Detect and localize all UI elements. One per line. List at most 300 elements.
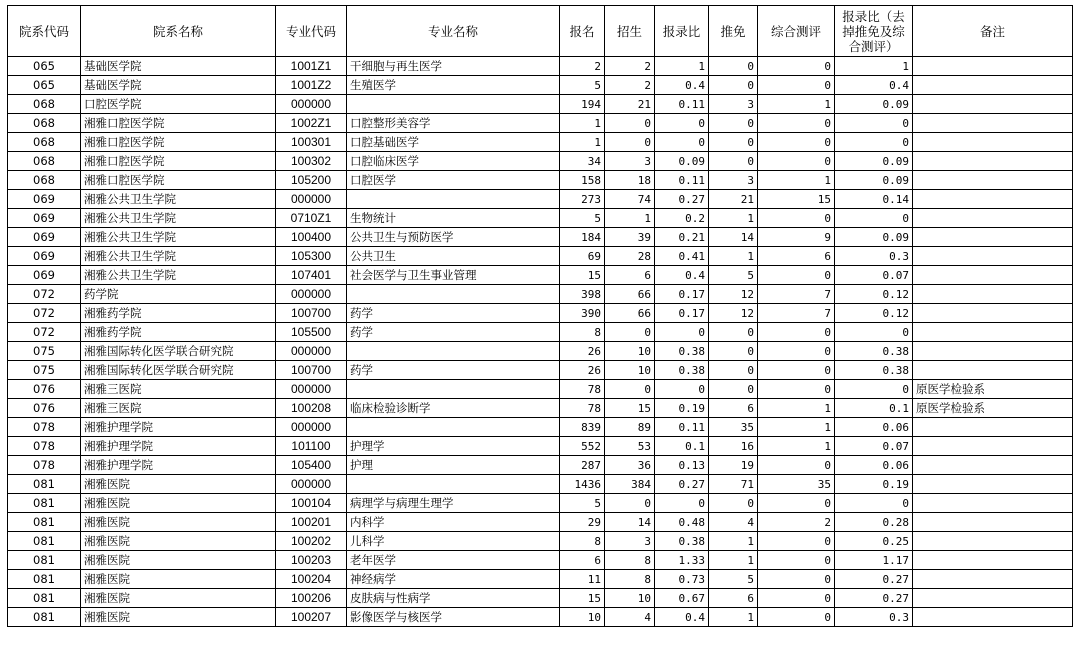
cell-major-name[interactable]: 药学 bbox=[347, 304, 560, 323]
cell-dept-name[interactable]: 湘雅三医院 bbox=[81, 399, 276, 418]
cell-enrolled[interactable]: 10 bbox=[605, 342, 655, 361]
cell-major-code[interactable]: 101100 bbox=[276, 437, 347, 456]
cell-dept-name[interactable]: 湘雅医院 bbox=[81, 589, 276, 608]
cell-assessment[interactable]: 35 bbox=[758, 475, 835, 494]
cell-major-name[interactable] bbox=[347, 418, 560, 437]
cell-note[interactable] bbox=[913, 228, 1073, 247]
header-enrolled[interactable]: 招生 bbox=[605, 6, 655, 57]
header-dept-code[interactable]: 院系代码 bbox=[8, 6, 81, 57]
cell-applied[interactable]: 78 bbox=[560, 380, 605, 399]
cell-adjusted-ratio[interactable]: 0.28 bbox=[835, 513, 913, 532]
cell-adjusted-ratio[interactable]: 0.27 bbox=[835, 589, 913, 608]
cell-adjusted-ratio[interactable]: 0 bbox=[835, 133, 913, 152]
cell-adjusted-ratio[interactable]: 0.38 bbox=[835, 342, 913, 361]
cell-dept-code[interactable]: 078 bbox=[8, 437, 81, 456]
cell-note[interactable] bbox=[913, 456, 1073, 475]
cell-note[interactable] bbox=[913, 247, 1073, 266]
cell-major-code[interactable]: 100302 bbox=[276, 152, 347, 171]
cell-dept-name[interactable]: 湘雅药学院 bbox=[81, 323, 276, 342]
cell-recommended[interactable]: 0 bbox=[709, 494, 758, 513]
cell-ratio[interactable]: 0.48 bbox=[655, 513, 709, 532]
cell-major-code[interactable]: 105500 bbox=[276, 323, 347, 342]
cell-assessment[interactable]: 0 bbox=[758, 266, 835, 285]
cell-applied[interactable]: 69 bbox=[560, 247, 605, 266]
cell-major-name[interactable]: 生物统计 bbox=[347, 209, 560, 228]
cell-note[interactable] bbox=[913, 95, 1073, 114]
cell-applied[interactable]: 26 bbox=[560, 342, 605, 361]
cell-recommended[interactable]: 1 bbox=[709, 532, 758, 551]
cell-adjusted-ratio[interactable]: 0 bbox=[835, 323, 913, 342]
cell-major-code[interactable]: 100208 bbox=[276, 399, 347, 418]
cell-recommended[interactable]: 3 bbox=[709, 171, 758, 190]
cell-dept-code[interactable]: 075 bbox=[8, 342, 81, 361]
cell-dept-code[interactable]: 072 bbox=[8, 323, 81, 342]
cell-adjusted-ratio[interactable]: 0 bbox=[835, 380, 913, 399]
cell-enrolled[interactable]: 14 bbox=[605, 513, 655, 532]
cell-ratio[interactable]: 0.11 bbox=[655, 171, 709, 190]
cell-assessment[interactable]: 0 bbox=[758, 76, 835, 95]
header-dept-name[interactable]: 院系名称 bbox=[81, 6, 276, 57]
cell-dept-name[interactable]: 湘雅公共卫生学院 bbox=[81, 266, 276, 285]
cell-ratio[interactable]: 0 bbox=[655, 114, 709, 133]
cell-note[interactable] bbox=[913, 133, 1073, 152]
cell-applied[interactable]: 398 bbox=[560, 285, 605, 304]
cell-recommended[interactable]: 3 bbox=[709, 95, 758, 114]
cell-note[interactable] bbox=[913, 494, 1073, 513]
cell-recommended[interactable]: 21 bbox=[709, 190, 758, 209]
cell-enrolled[interactable]: 15 bbox=[605, 399, 655, 418]
cell-major-name[interactable] bbox=[347, 475, 560, 494]
cell-recommended[interactable]: 6 bbox=[709, 589, 758, 608]
cell-assessment[interactable]: 0 bbox=[758, 456, 835, 475]
cell-dept-name[interactable]: 湘雅护理学院 bbox=[81, 418, 276, 437]
cell-note[interactable] bbox=[913, 608, 1073, 627]
cell-recommended[interactable]: 1 bbox=[709, 247, 758, 266]
cell-assessment[interactable]: 0 bbox=[758, 133, 835, 152]
cell-assessment[interactable]: 0 bbox=[758, 323, 835, 342]
cell-note[interactable]: 原医学检验系 bbox=[913, 380, 1073, 399]
cell-adjusted-ratio[interactable]: 0.38 bbox=[835, 361, 913, 380]
cell-major-name[interactable]: 护理 bbox=[347, 456, 560, 475]
cell-assessment[interactable]: 0 bbox=[758, 152, 835, 171]
cell-major-name[interactable]: 内科学 bbox=[347, 513, 560, 532]
cell-applied[interactable]: 2 bbox=[560, 57, 605, 76]
cell-adjusted-ratio[interactable]: 0.25 bbox=[835, 532, 913, 551]
cell-assessment[interactable]: 7 bbox=[758, 285, 835, 304]
cell-note[interactable] bbox=[913, 57, 1073, 76]
cell-major-code[interactable]: 100301 bbox=[276, 133, 347, 152]
cell-dept-name[interactable]: 湘雅医院 bbox=[81, 513, 276, 532]
cell-major-code[interactable]: 000000 bbox=[276, 285, 347, 304]
cell-recommended[interactable]: 0 bbox=[709, 76, 758, 95]
cell-adjusted-ratio[interactable]: 0.3 bbox=[835, 608, 913, 627]
cell-enrolled[interactable]: 0 bbox=[605, 323, 655, 342]
cell-adjusted-ratio[interactable]: 0.07 bbox=[835, 437, 913, 456]
cell-major-name[interactable]: 干细胞与再生医学 bbox=[347, 57, 560, 76]
cell-enrolled[interactable]: 2 bbox=[605, 57, 655, 76]
cell-major-code[interactable]: 0710Z1 bbox=[276, 209, 347, 228]
cell-ratio[interactable]: 1.33 bbox=[655, 551, 709, 570]
cell-ratio[interactable]: 0.4 bbox=[655, 76, 709, 95]
cell-ratio[interactable]: 0.17 bbox=[655, 285, 709, 304]
cell-enrolled[interactable]: 66 bbox=[605, 304, 655, 323]
cell-dept-name[interactable]: 湘雅公共卫生学院 bbox=[81, 190, 276, 209]
cell-dept-code[interactable]: 081 bbox=[8, 513, 81, 532]
cell-major-name[interactable]: 病理学与病理生理学 bbox=[347, 494, 560, 513]
cell-applied[interactable]: 78 bbox=[560, 399, 605, 418]
cell-adjusted-ratio[interactable]: 0.06 bbox=[835, 418, 913, 437]
cell-major-name[interactable] bbox=[347, 380, 560, 399]
cell-dept-name[interactable]: 湘雅国际转化医学联合研究院 bbox=[81, 361, 276, 380]
cell-applied[interactable]: 8 bbox=[560, 532, 605, 551]
cell-note[interactable] bbox=[913, 76, 1073, 95]
cell-adjusted-ratio[interactable]: 0.09 bbox=[835, 228, 913, 247]
cell-ratio[interactable]: 0.4 bbox=[655, 266, 709, 285]
cell-note[interactable]: 原医学检验系 bbox=[913, 399, 1073, 418]
cell-adjusted-ratio[interactable]: 0.09 bbox=[835, 152, 913, 171]
cell-major-name[interactable] bbox=[347, 190, 560, 209]
cell-dept-code[interactable]: 072 bbox=[8, 304, 81, 323]
cell-assessment[interactable]: 1 bbox=[758, 437, 835, 456]
cell-recommended[interactable]: 0 bbox=[709, 133, 758, 152]
cell-ratio[interactable]: 0.21 bbox=[655, 228, 709, 247]
cell-assessment[interactable]: 0 bbox=[758, 532, 835, 551]
cell-dept-code[interactable]: 069 bbox=[8, 266, 81, 285]
cell-dept-code[interactable]: 081 bbox=[8, 551, 81, 570]
cell-enrolled[interactable]: 0 bbox=[605, 114, 655, 133]
cell-major-code[interactable]: 000000 bbox=[276, 190, 347, 209]
cell-assessment[interactable]: 7 bbox=[758, 304, 835, 323]
cell-applied[interactable]: 273 bbox=[560, 190, 605, 209]
cell-enrolled[interactable]: 53 bbox=[605, 437, 655, 456]
cell-enrolled[interactable]: 18 bbox=[605, 171, 655, 190]
cell-major-name[interactable] bbox=[347, 342, 560, 361]
cell-applied[interactable]: 287 bbox=[560, 456, 605, 475]
cell-dept-name[interactable]: 湘雅公共卫生学院 bbox=[81, 209, 276, 228]
cell-applied[interactable]: 11 bbox=[560, 570, 605, 589]
cell-ratio[interactable]: 0.13 bbox=[655, 456, 709, 475]
cell-ratio[interactable]: 0.27 bbox=[655, 475, 709, 494]
cell-major-code[interactable]: 1001Z2 bbox=[276, 76, 347, 95]
cell-adjusted-ratio[interactable]: 0.19 bbox=[835, 475, 913, 494]
cell-adjusted-ratio[interactable]: 0.27 bbox=[835, 570, 913, 589]
cell-ratio[interactable]: 0.17 bbox=[655, 304, 709, 323]
cell-assessment[interactable]: 0 bbox=[758, 209, 835, 228]
cell-applied[interactable]: 390 bbox=[560, 304, 605, 323]
cell-dept-name[interactable]: 湘雅三医院 bbox=[81, 380, 276, 399]
cell-dept-name[interactable]: 湘雅国际转化医学联合研究院 bbox=[81, 342, 276, 361]
cell-enrolled[interactable]: 8 bbox=[605, 551, 655, 570]
header-recommended[interactable]: 推免 bbox=[709, 6, 758, 57]
cell-assessment[interactable]: 0 bbox=[758, 57, 835, 76]
cell-major-name[interactable]: 药学 bbox=[347, 323, 560, 342]
cell-recommended[interactable]: 0 bbox=[709, 114, 758, 133]
cell-adjusted-ratio[interactable]: 0.14 bbox=[835, 190, 913, 209]
cell-major-code[interactable]: 100104 bbox=[276, 494, 347, 513]
cell-dept-name[interactable]: 湘雅口腔医学院 bbox=[81, 133, 276, 152]
cell-note[interactable] bbox=[913, 475, 1073, 494]
cell-adjusted-ratio[interactable]: 0.06 bbox=[835, 456, 913, 475]
cell-recommended[interactable]: 0 bbox=[709, 57, 758, 76]
cell-note[interactable] bbox=[913, 570, 1073, 589]
cell-ratio[interactable]: 0 bbox=[655, 133, 709, 152]
cell-recommended[interactable]: 6 bbox=[709, 399, 758, 418]
cell-recommended[interactable]: 4 bbox=[709, 513, 758, 532]
cell-enrolled[interactable]: 89 bbox=[605, 418, 655, 437]
cell-major-code[interactable]: 100700 bbox=[276, 304, 347, 323]
cell-dept-name[interactable]: 湘雅医院 bbox=[81, 494, 276, 513]
cell-adjusted-ratio[interactable]: 0.12 bbox=[835, 304, 913, 323]
cell-dept-code[interactable]: 069 bbox=[8, 209, 81, 228]
cell-major-name[interactable]: 生殖医学 bbox=[347, 76, 560, 95]
cell-recommended[interactable]: 1 bbox=[709, 551, 758, 570]
cell-assessment[interactable]: 9 bbox=[758, 228, 835, 247]
cell-dept-name[interactable]: 基础医学院 bbox=[81, 76, 276, 95]
cell-recommended[interactable]: 1 bbox=[709, 608, 758, 627]
header-ratio[interactable]: 报录比 bbox=[655, 6, 709, 57]
cell-dept-name[interactable]: 湘雅口腔医学院 bbox=[81, 152, 276, 171]
cell-applied[interactable]: 8 bbox=[560, 323, 605, 342]
cell-enrolled[interactable]: 36 bbox=[605, 456, 655, 475]
cell-applied[interactable]: 34 bbox=[560, 152, 605, 171]
cell-major-name[interactable]: 口腔基础医学 bbox=[347, 133, 560, 152]
cell-assessment[interactable]: 0 bbox=[758, 551, 835, 570]
cell-dept-name[interactable]: 湘雅药学院 bbox=[81, 304, 276, 323]
cell-major-code[interactable]: 1002Z1 bbox=[276, 114, 347, 133]
cell-assessment[interactable]: 0 bbox=[758, 589, 835, 608]
cell-ratio[interactable]: 0 bbox=[655, 494, 709, 513]
cell-major-code[interactable]: 100700 bbox=[276, 361, 347, 380]
cell-major-code[interactable]: 107401 bbox=[276, 266, 347, 285]
cell-ratio[interactable]: 0.4 bbox=[655, 608, 709, 627]
cell-dept-code[interactable]: 069 bbox=[8, 228, 81, 247]
cell-assessment[interactable]: 0 bbox=[758, 380, 835, 399]
cell-applied[interactable]: 158 bbox=[560, 171, 605, 190]
cell-assessment[interactable]: 0 bbox=[758, 114, 835, 133]
cell-recommended[interactable]: 0 bbox=[709, 380, 758, 399]
cell-dept-code[interactable]: 078 bbox=[8, 418, 81, 437]
cell-dept-name[interactable]: 湘雅公共卫生学院 bbox=[81, 247, 276, 266]
cell-ratio[interactable]: 0.38 bbox=[655, 532, 709, 551]
cell-note[interactable] bbox=[913, 209, 1073, 228]
cell-dept-name[interactable]: 湘雅医院 bbox=[81, 551, 276, 570]
cell-recommended[interactable]: 0 bbox=[709, 323, 758, 342]
cell-assessment[interactable]: 6 bbox=[758, 247, 835, 266]
cell-enrolled[interactable]: 384 bbox=[605, 475, 655, 494]
cell-dept-code[interactable]: 065 bbox=[8, 57, 81, 76]
cell-adjusted-ratio[interactable]: 0.07 bbox=[835, 266, 913, 285]
cell-adjusted-ratio[interactable]: 0.09 bbox=[835, 95, 913, 114]
cell-major-name[interactable]: 药学 bbox=[347, 361, 560, 380]
cell-dept-code[interactable]: 081 bbox=[8, 532, 81, 551]
cell-recommended[interactable]: 12 bbox=[709, 304, 758, 323]
cell-recommended[interactable]: 19 bbox=[709, 456, 758, 475]
cell-note[interactable] bbox=[913, 361, 1073, 380]
cell-major-code[interactable]: 100204 bbox=[276, 570, 347, 589]
cell-major-code[interactable]: 000000 bbox=[276, 380, 347, 399]
cell-ratio[interactable]: 0.2 bbox=[655, 209, 709, 228]
header-applied[interactable]: 报名 bbox=[560, 6, 605, 57]
cell-major-name[interactable]: 临床检验诊断学 bbox=[347, 399, 560, 418]
cell-assessment[interactable]: 0 bbox=[758, 361, 835, 380]
cell-ratio[interactable]: 0.41 bbox=[655, 247, 709, 266]
cell-applied[interactable]: 29 bbox=[560, 513, 605, 532]
cell-major-name[interactable]: 口腔临床医学 bbox=[347, 152, 560, 171]
cell-adjusted-ratio[interactable]: 0 bbox=[835, 209, 913, 228]
cell-dept-name[interactable]: 湘雅医院 bbox=[81, 475, 276, 494]
cell-recommended[interactable]: 16 bbox=[709, 437, 758, 456]
cell-dept-name[interactable]: 湘雅护理学院 bbox=[81, 437, 276, 456]
cell-assessment[interactable]: 2 bbox=[758, 513, 835, 532]
cell-dept-name[interactable]: 湘雅口腔医学院 bbox=[81, 171, 276, 190]
cell-major-name[interactable]: 护理学 bbox=[347, 437, 560, 456]
cell-dept-code[interactable]: 065 bbox=[8, 76, 81, 95]
cell-dept-name[interactable]: 湘雅医院 bbox=[81, 608, 276, 627]
cell-major-name[interactable]: 公共卫生 bbox=[347, 247, 560, 266]
cell-applied[interactable]: 15 bbox=[560, 589, 605, 608]
cell-dept-code[interactable]: 068 bbox=[8, 114, 81, 133]
cell-adjusted-ratio[interactable]: 1 bbox=[835, 57, 913, 76]
cell-enrolled[interactable]: 74 bbox=[605, 190, 655, 209]
cell-enrolled[interactable]: 66 bbox=[605, 285, 655, 304]
cell-major-code[interactable]: 105300 bbox=[276, 247, 347, 266]
cell-enrolled[interactable]: 6 bbox=[605, 266, 655, 285]
cell-dept-code[interactable]: 081 bbox=[8, 589, 81, 608]
cell-note[interactable] bbox=[913, 285, 1073, 304]
cell-major-code[interactable]: 100202 bbox=[276, 532, 347, 551]
cell-enrolled[interactable]: 0 bbox=[605, 380, 655, 399]
cell-enrolled[interactable]: 28 bbox=[605, 247, 655, 266]
cell-note[interactable] bbox=[913, 152, 1073, 171]
cell-enrolled[interactable]: 0 bbox=[605, 133, 655, 152]
cell-major-code[interactable]: 1001Z1 bbox=[276, 57, 347, 76]
cell-recommended[interactable]: 5 bbox=[709, 570, 758, 589]
cell-ratio[interactable]: 0.1 bbox=[655, 437, 709, 456]
cell-adjusted-ratio[interactable]: 0.09 bbox=[835, 171, 913, 190]
header-major-name[interactable]: 专业名称 bbox=[347, 6, 560, 57]
cell-dept-name[interactable]: 基础医学院 bbox=[81, 57, 276, 76]
cell-applied[interactable]: 194 bbox=[560, 95, 605, 114]
cell-applied[interactable]: 1436 bbox=[560, 475, 605, 494]
cell-major-name[interactable]: 儿科学 bbox=[347, 532, 560, 551]
cell-assessment[interactable]: 1 bbox=[758, 95, 835, 114]
cell-dept-code[interactable]: 069 bbox=[8, 190, 81, 209]
cell-dept-code[interactable]: 068 bbox=[8, 171, 81, 190]
cell-enrolled[interactable]: 0 bbox=[605, 494, 655, 513]
cell-adjusted-ratio[interactable]: 0 bbox=[835, 494, 913, 513]
cell-note[interactable] bbox=[913, 304, 1073, 323]
cell-enrolled[interactable]: 39 bbox=[605, 228, 655, 247]
cell-dept-code[interactable]: 068 bbox=[8, 95, 81, 114]
cell-ratio[interactable]: 0.09 bbox=[655, 152, 709, 171]
cell-applied[interactable]: 1 bbox=[560, 133, 605, 152]
cell-dept-name[interactable]: 湘雅口腔医学院 bbox=[81, 114, 276, 133]
cell-major-name[interactable]: 影像医学与核医学 bbox=[347, 608, 560, 627]
cell-assessment[interactable]: 15 bbox=[758, 190, 835, 209]
cell-assessment[interactable]: 0 bbox=[758, 342, 835, 361]
cell-recommended[interactable]: 12 bbox=[709, 285, 758, 304]
cell-recommended[interactable]: 0 bbox=[709, 342, 758, 361]
cell-dept-name[interactable]: 药学院 bbox=[81, 285, 276, 304]
cell-ratio[interactable]: 0.11 bbox=[655, 95, 709, 114]
cell-dept-code[interactable]: 078 bbox=[8, 456, 81, 475]
cell-ratio[interactable]: 0.38 bbox=[655, 361, 709, 380]
header-adjusted-ratio[interactable]: 报录比（去掉推免及综合测评） bbox=[835, 6, 913, 57]
cell-recommended[interactable]: 5 bbox=[709, 266, 758, 285]
cell-ratio[interactable]: 0.67 bbox=[655, 589, 709, 608]
cell-adjusted-ratio[interactable]: 1.17 bbox=[835, 551, 913, 570]
cell-applied[interactable]: 5 bbox=[560, 494, 605, 513]
cell-major-code[interactable]: 000000 bbox=[276, 95, 347, 114]
cell-adjusted-ratio[interactable]: 0.1 bbox=[835, 399, 913, 418]
cell-enrolled[interactable]: 4 bbox=[605, 608, 655, 627]
cell-note[interactable] bbox=[913, 171, 1073, 190]
cell-dept-code[interactable]: 068 bbox=[8, 152, 81, 171]
cell-note[interactable] bbox=[913, 437, 1073, 456]
cell-assessment[interactable]: 0 bbox=[758, 608, 835, 627]
cell-dept-name[interactable]: 口腔医学院 bbox=[81, 95, 276, 114]
cell-major-name[interactable] bbox=[347, 285, 560, 304]
cell-major-code[interactable]: 000000 bbox=[276, 418, 347, 437]
cell-note[interactable] bbox=[913, 513, 1073, 532]
cell-major-code[interactable]: 000000 bbox=[276, 475, 347, 494]
cell-note[interactable] bbox=[913, 589, 1073, 608]
cell-major-name[interactable]: 神经病学 bbox=[347, 570, 560, 589]
cell-assessment[interactable]: 0 bbox=[758, 570, 835, 589]
cell-dept-code[interactable]: 081 bbox=[8, 608, 81, 627]
cell-dept-code[interactable]: 081 bbox=[8, 570, 81, 589]
cell-applied[interactable]: 6 bbox=[560, 551, 605, 570]
cell-major-name[interactable]: 口腔医学 bbox=[347, 171, 560, 190]
cell-ratio[interactable]: 0.73 bbox=[655, 570, 709, 589]
cell-major-code[interactable]: 100201 bbox=[276, 513, 347, 532]
cell-note[interactable] bbox=[913, 532, 1073, 551]
cell-dept-code[interactable]: 076 bbox=[8, 399, 81, 418]
cell-major-code[interactable]: 100400 bbox=[276, 228, 347, 247]
cell-ratio[interactable]: 0.19 bbox=[655, 399, 709, 418]
cell-note[interactable] bbox=[913, 323, 1073, 342]
cell-major-name[interactable]: 皮肤病与性病学 bbox=[347, 589, 560, 608]
cell-major-name[interactable]: 公共卫生与预防医学 bbox=[347, 228, 560, 247]
cell-applied[interactable]: 1 bbox=[560, 114, 605, 133]
cell-dept-code[interactable]: 075 bbox=[8, 361, 81, 380]
cell-assessment[interactable]: 1 bbox=[758, 171, 835, 190]
cell-enrolled[interactable]: 10 bbox=[605, 589, 655, 608]
cell-major-code[interactable]: 105200 bbox=[276, 171, 347, 190]
cell-recommended[interactable]: 0 bbox=[709, 361, 758, 380]
cell-ratio[interactable]: 0.11 bbox=[655, 418, 709, 437]
cell-dept-name[interactable]: 湘雅公共卫生学院 bbox=[81, 228, 276, 247]
cell-assessment[interactable]: 0 bbox=[758, 494, 835, 513]
cell-note[interactable] bbox=[913, 190, 1073, 209]
header-assessment[interactable]: 综合测评 bbox=[758, 6, 835, 57]
cell-recommended[interactable]: 0 bbox=[709, 152, 758, 171]
cell-applied[interactable]: 5 bbox=[560, 209, 605, 228]
cell-enrolled[interactable]: 8 bbox=[605, 570, 655, 589]
cell-enrolled[interactable]: 2 bbox=[605, 76, 655, 95]
cell-dept-code[interactable]: 069 bbox=[8, 247, 81, 266]
cell-assessment[interactable]: 1 bbox=[758, 418, 835, 437]
cell-dept-code[interactable]: 076 bbox=[8, 380, 81, 399]
cell-major-code[interactable]: 100206 bbox=[276, 589, 347, 608]
cell-dept-name[interactable]: 湘雅医院 bbox=[81, 570, 276, 589]
cell-note[interactable] bbox=[913, 342, 1073, 361]
cell-major-code[interactable]: 000000 bbox=[276, 342, 347, 361]
cell-note[interactable] bbox=[913, 551, 1073, 570]
cell-major-code[interactable]: 100203 bbox=[276, 551, 347, 570]
cell-dept-code[interactable]: 072 bbox=[8, 285, 81, 304]
cell-note[interactable] bbox=[913, 418, 1073, 437]
